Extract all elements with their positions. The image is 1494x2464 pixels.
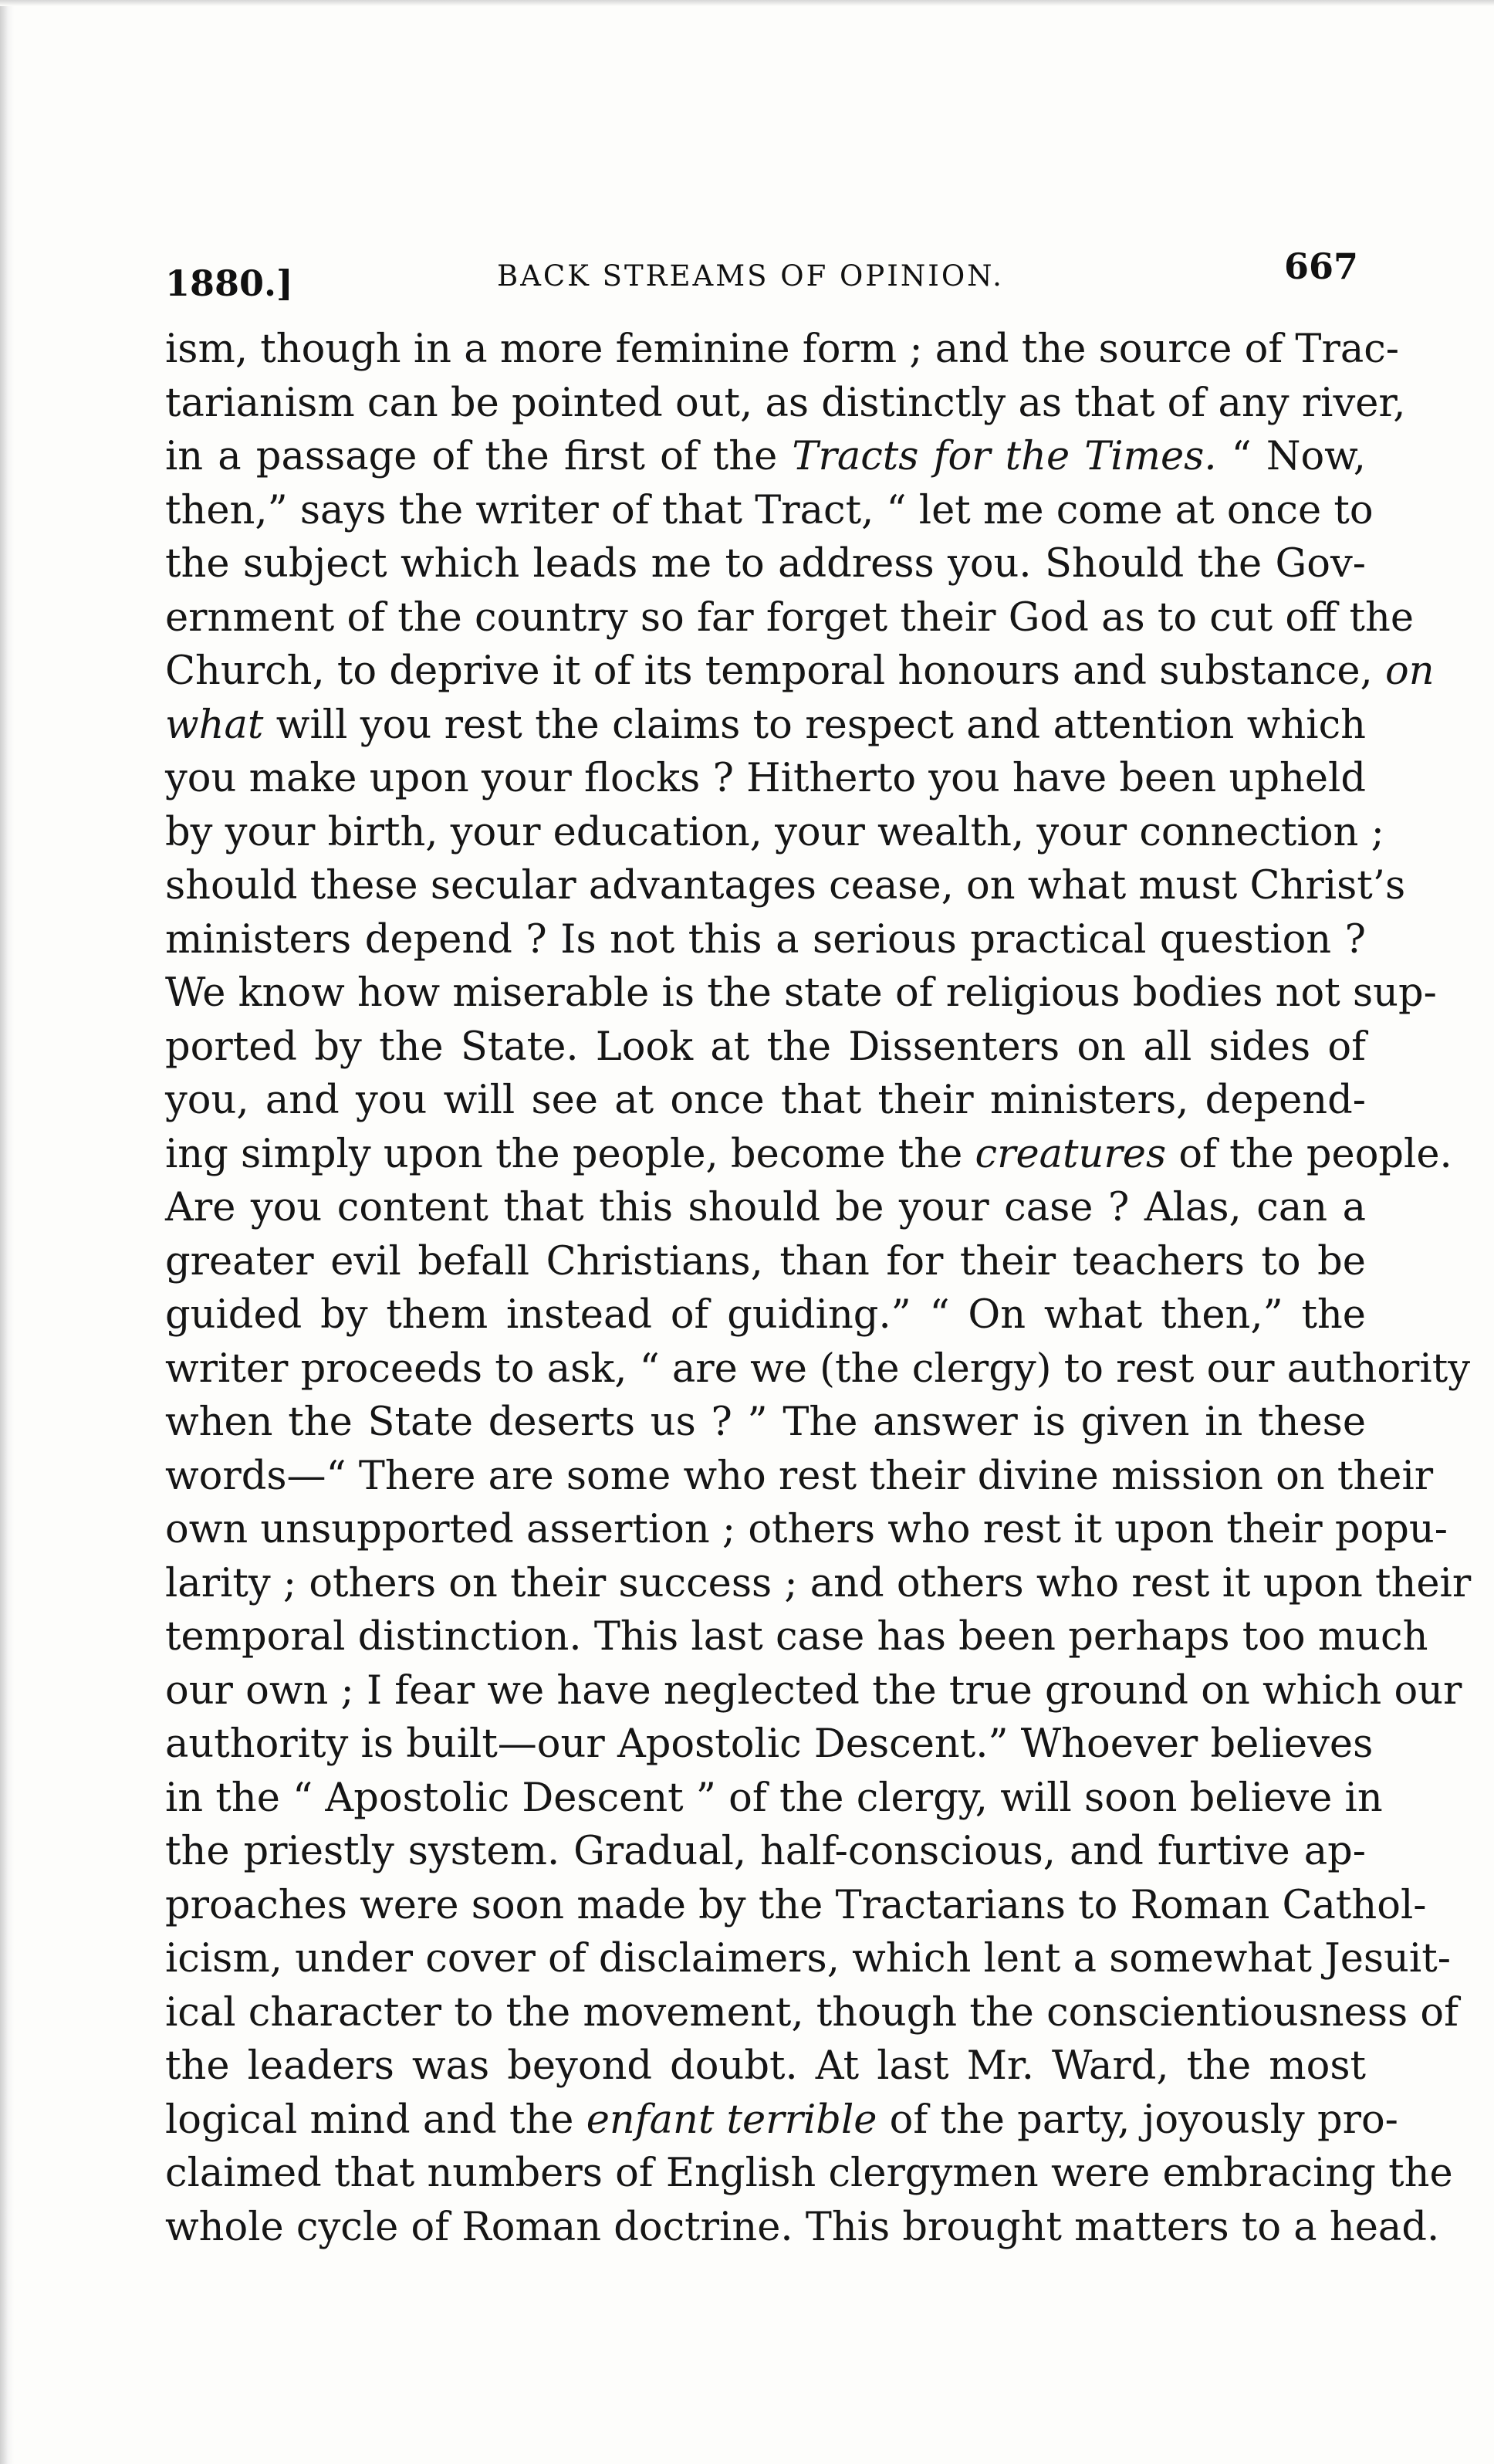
text-line [165,1557,1472,1611]
text-segment: proaches were soon made by the Tractarians to Roman Cathol- [165,1882,1427,1928]
text-segment: the leaders was beyond doubt. At last Mr. Ward, the most [165,2043,1366,2089]
text-line [165,1986,1459,2040]
text-segment: authority is built—our Apostolic Descent.” Whoever believes [165,1721,1374,1767]
text-segment: logical mind and the [165,2097,586,2143]
text-line [165,1128,1452,1182]
text-segment: words—“ There are some who rest their divine mission on their [165,1453,1434,1499]
text-line [165,1825,1366,1879]
text-line [165,2201,1440,2255]
text-line [165,2039,1366,2093]
text-segment: the priestly system. Gradual, half-conscious, and furtive ap- [165,1829,1366,1874]
text-segment: guided by them instead of guiding.” “ On what then,” the [165,1292,1366,1338]
text-line [165,1235,1366,1289]
italic-text: enfant terrible [586,2097,877,2143]
text-line [165,323,1400,377]
italic-text: what [165,702,264,748]
text-segment: in the “ Apostolic Descent ” of the clergy, will soon believe in [165,1775,1383,1821]
text-line [165,377,1406,431]
text-line [165,1288,1366,1342]
text-segment: when the State deserts us ? ” The answer is given in these [165,1400,1366,1445]
text-line [165,591,1415,645]
page-top-edge [0,0,1494,6]
text-line [165,1074,1366,1128]
text-segment: the subject which leads me to address you. Should the Gov- [165,541,1366,587]
text-line [165,1503,1448,1557]
text-segment: larity ; others on their success ; and others who rest it upon their [165,1560,1472,1606]
page-edge-shadow [0,0,14,2464]
text-line [165,1664,1462,1718]
text-segment: then,” says the writer of that Tract, “ let me come at once to [165,487,1374,533]
text-segment: will you rest the claims to respect and attention which [263,702,1366,748]
text-segment: by your birth, your education, your wealth, your connection ; [165,809,1384,855]
text-segment: should these secular advantages cease, on what must Christ’s [165,863,1406,909]
text-segment: own unsupported assertion ; others who rest it upon their popu- [165,1507,1448,1552]
text-line [165,1450,1434,1504]
text-segment: tarianism can be pointed out, as distinctly as that of any river, [165,380,1406,426]
text-segment: ministers depend ? Is not this a serious practical question ? [165,916,1366,963]
text-segment: of the party, joyously pro- [877,2097,1398,2143]
text-line [165,1020,1366,1075]
text-segment: writer proceeds to ask, “ are we (the clergy) to rest our authority [165,1345,1471,1392]
body-text [165,323,1472,2254]
text-segment: ing simply upon the people, become the [165,1131,975,1177]
text-line [165,1610,1428,1664]
text-segment: ported by the State. Look at the Dissenters on all sides of [165,1024,1366,1070]
text-segment: Church, to deprive it of its temporal honours and substance, [165,648,1385,694]
text-line [165,645,1435,699]
italic-text: on [1384,648,1435,694]
text-line [165,1396,1366,1450]
text-line [165,484,1374,538]
text-line [165,2147,1453,2201]
text-segment: temporal distinction. This last case has been perhaps too much [165,1614,1428,1660]
text-segment: you, and you will see at once that their ministers, depend- [165,1078,1366,1123]
text-line [165,859,1406,913]
text-segment: greater evil befall Christians, than for their teachers to be [165,1238,1366,1284]
text-segment: icism, under cover of disclaimers, which lent a somewhat Jesuit- [165,1936,1451,1982]
text-segment: ical character to the movement, though the conscientiousness of [165,1989,1459,2036]
header-title: BACK STREAMS OF OPINION. [497,259,1004,293]
text-segment: in a passage of the first of the [165,434,793,479]
text-segment: whole cycle of Roman doctrine. This brought matters to a head. [165,2204,1440,2250]
text-segment: you make upon your flocks ? Hitherto you have been upheld [165,756,1366,801]
text-segment: claimed that numbers of English clergymen were embracing the [165,2151,1453,2196]
text-segment: of the people. [1166,1131,1452,1177]
text-segment: “ Now, [1216,434,1367,479]
text-line [165,1772,1383,1826]
text-segment: ernment of the country so far forget their God as to cut off the [165,594,1415,641]
text-line [165,430,1366,484]
page-number: 667 [1283,245,1358,287]
text-segment: our own ; I fear we have neglected the true ground on which our [165,1667,1462,1714]
text-line [165,2093,1398,2148]
italic-text: Tracts for the Times. [792,434,1217,479]
text-line [165,1879,1427,1933]
text-line [165,1181,1366,1235]
text-segment: Are you content that this should be your case ? Alas, can a [165,1185,1366,1230]
text-line [165,537,1366,591]
text-line [165,752,1366,806]
header-year: 1880.] [165,262,293,304]
text-segment: We know how miserable is the state of religious bodies not sup- [165,970,1437,1016]
text-line [165,966,1437,1020]
text-line [165,806,1384,860]
running-header [165,245,1358,307]
text-line [165,699,1366,753]
text-segment: ism, though in a more feminine form ; and the source of Trac- [165,327,1400,372]
text-line [165,1718,1374,1772]
text-line [165,913,1366,967]
italic-text: creatures [975,1131,1167,1177]
text-line [165,1342,1471,1396]
text-line [165,1932,1451,1986]
